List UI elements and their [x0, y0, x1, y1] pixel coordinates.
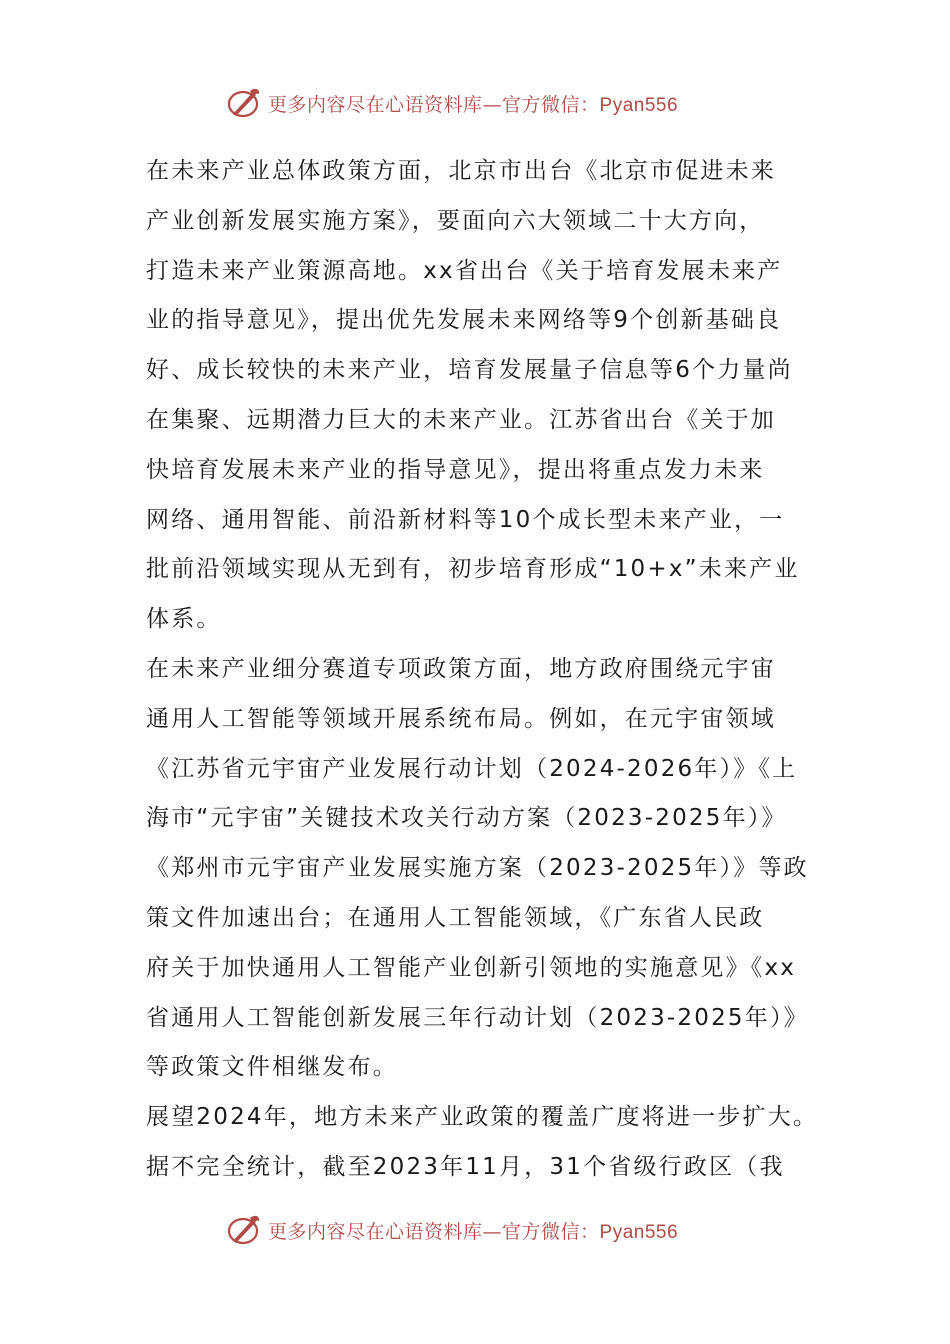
- text-line: 展望2024年，地方未来产业政策的覆盖广度将进一步扩大。: [146, 1104, 819, 1131]
- text-line: 《江苏省元宇宙产业发展行动计划（2024-2026年）》《上: [146, 755, 798, 782]
- quill-pen-logo-icon: [226, 85, 262, 121]
- text-line: 在集聚、远期潜力巨大的未来产业。江苏省出台《关于加: [146, 406, 776, 433]
- text-line: 好、成长较快的未来产业，培育发展量子信息等6个力量尚: [146, 357, 793, 384]
- text-line: 网络、通用智能、前沿新材料等10个成长型未来产业，一: [146, 506, 785, 533]
- text-line: 产业创新发展实施方案》，要面向六大领域二十大方向，: [146, 207, 765, 234]
- document-body: [146, 147, 826, 1193]
- text-line: 打造未来产业策源高地。xx省出台《关于培育发展未来产: [146, 257, 783, 284]
- text-line: 业的指导意见》，提出优先发展未来网络等9个创新基础良: [146, 307, 782, 334]
- text-line: 海市“元宇宙”关键技术攻关行动方案（2023-2025年）》: [146, 805, 787, 832]
- banner-text: 更多内容尽在心语资料库—官方微信：Pyan556: [268, 93, 679, 116]
- text-line: 等政策文件相继发布。: [146, 1054, 398, 1081]
- text-line: 在未来产业细分赛道专项政策方面，地方政府围绕元宇宙: [146, 655, 776, 682]
- text-line: 体系。: [146, 606, 222, 633]
- banner-contact: Pyan556: [599, 94, 679, 116]
- text-line: 策文件加速出台；在通用人工智能领域，《广东省人民政: [146, 904, 765, 931]
- text-line: 在未来产业总体政策方面，北京市出台《北京市促进未来: [146, 158, 776, 184]
- text-line: 省通用人工智能创新发展三年行动计划（2023-2025年）》: [146, 1004, 809, 1031]
- text-line: 快培育发展未来产业的指导意见》，提出将重点发力未来: [146, 456, 765, 483]
- footer-banner: [226, 1210, 678, 1250]
- paragraph-1: [146, 147, 826, 645]
- text-line: 据不完全统计，截至2023年11月，31个省级行政区（我: [146, 1153, 785, 1180]
- quill-pen-logo-icon: [226, 1212, 262, 1248]
- paragraph-3: [146, 1093, 826, 1193]
- text-line: 府关于加快通用人工智能产业创新引领地的实施意见》《xx: [146, 954, 797, 981]
- text-line: 《郑州市元宇宙产业发展实施方案（2023-2025年）》等政: [146, 855, 809, 882]
- text-line: 批前沿领域实现从无到有，初步培育形成“10+x”未来产业: [146, 556, 800, 583]
- header-banner: [226, 83, 678, 123]
- paragraph-2: [146, 645, 826, 1093]
- text-line: 通用人工智能等领域开展系统布局。例如，在元宇宙领域: [146, 705, 776, 732]
- banner-contact: Pyan556: [599, 1221, 679, 1243]
- banner-text: 更多内容尽在心语资料库—官方微信：Pyan556: [268, 1220, 679, 1243]
